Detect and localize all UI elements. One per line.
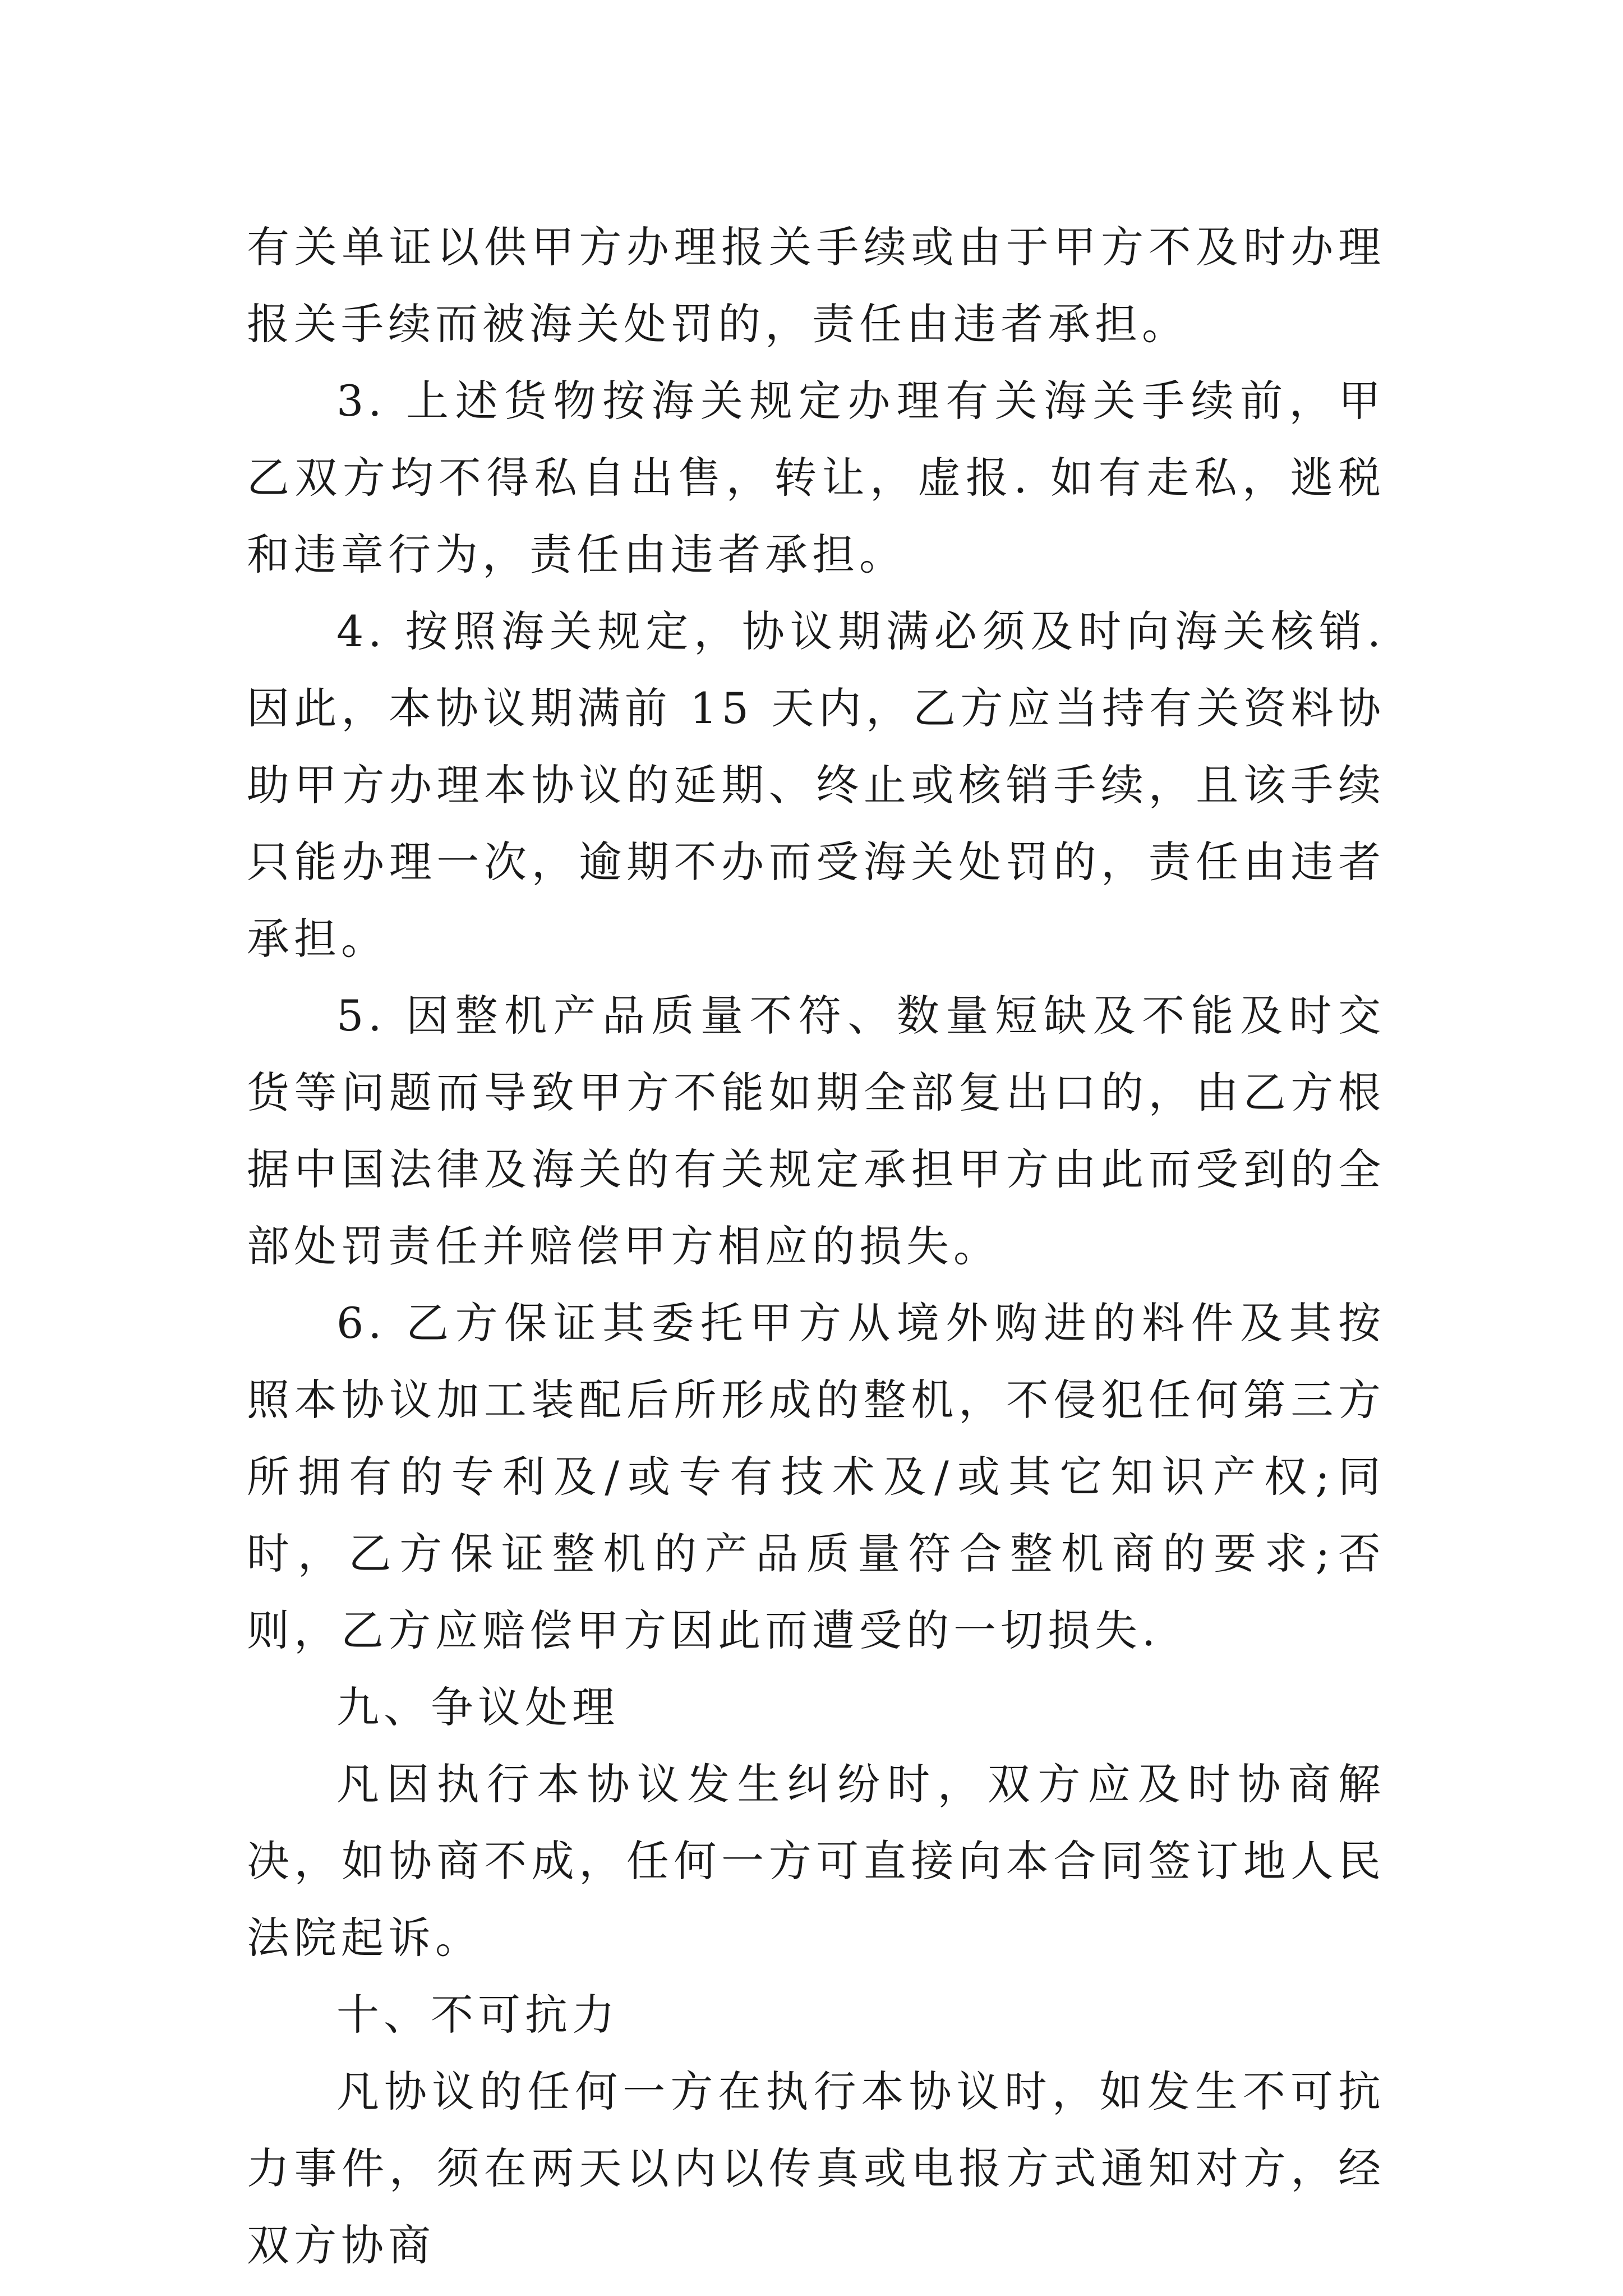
section-10-heading: 十、不可抗力 <box>336 1990 619 2040</box>
clause-4: 4. 按照海关规定，协议期满必须及时向海关核销. 因此，本协议期满前 15 天内，乙方应当持有关资料协助甲方办理本协议的延期、终止或核销手续，且该手续只能办理一次，逾期不办而受海关处罚的，责任由违者承担。 <box>247 606 1385 964</box>
section-10-body: 凡协议的任何一方在执行本协议时，如发生不可抗力事件，须在两天以内以传真或电报方式通知对方，经双方协商 <box>247 2067 1385 2270</box>
clause-6: 6. 乙方保证其委托甲方从境外购进的料件及其按照本协议加工装配后所形成的整机，不侵犯任何第三方所拥有的专利及/或专有技术及/或其它知识产权;同时，乙方保证整机的产品质量符合整机商的要求;否则，乙方应赔偿甲方因此而遭受的一切损失. <box>247 1298 1385 1655</box>
clause-3: 3. 上述货物按海关规定办理有关海关手续前，甲乙双方均不得私自出售，转让，虚报. 如有走私，逃税和违章行为，责任由违者承担。 <box>247 376 1385 579</box>
section-9-body: 凡因执行本协议发生纠纷时，双方应及时协商解决，如协商不成，任何一方可直接向本合同签订地人民法院起诉。 <box>247 1759 1385 1963</box>
section-9-heading: 九、争议处理 <box>336 1682 619 1732</box>
paragraph-continuation: 有关单证以供甲方办理报关手续或由于甲方不及时办理报关手续而被海关处罚的，责任由违者承担。 <box>247 222 1385 349</box>
clause-5: 5. 因整机产品质量不符、数量短缺及不能及时交货等问题而导致甲方不能如期全部复出口的，由乙方根据中国法律及海关的有关规定承担甲方由此而受到的全部处罚责任并赔偿甲方相应的损失。 <box>247 991 1385 1271</box>
document-body <box>247 209 1385 2284</box>
